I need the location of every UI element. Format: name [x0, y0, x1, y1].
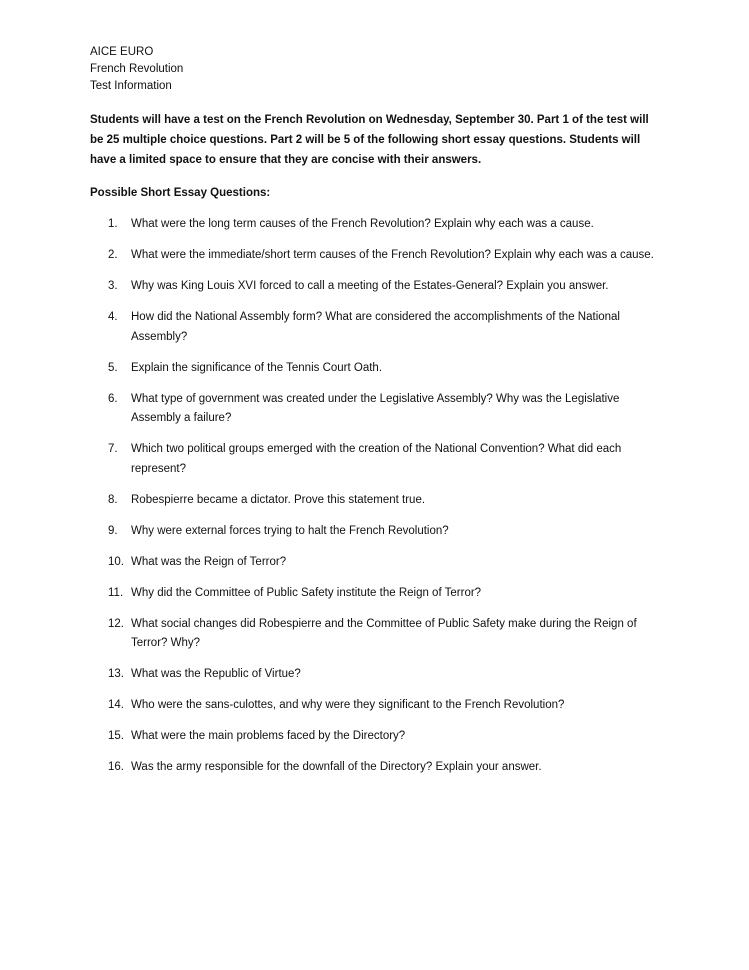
document-header: [90, 44, 655, 95]
section-heading: Possible Short Essay Questions:: [90, 187, 271, 199]
question-text: What were the immediate/short term causes of the French Revolution? Explain why each was a cause.: [131, 249, 654, 261]
question-text: What were the main problems faced by the Directory?: [131, 730, 406, 742]
question-list: [90, 215, 655, 778]
question-number: 4.: [108, 311, 118, 323]
question-item: [90, 696, 655, 716]
question-item: [90, 615, 655, 654]
question-item: [90, 390, 655, 429]
question-number: 10.: [108, 555, 124, 568]
question-number: 7.: [108, 443, 118, 455]
question-text: Was the army responsible for the downfall of the Directory? Explain your answer.: [131, 761, 542, 773]
question-item: [90, 277, 655, 297]
question-item: [90, 440, 655, 479]
question-number: 3.: [108, 280, 118, 292]
question-text: Why were external forces trying to halt the French Revolution?: [131, 524, 449, 537]
question-text: What was the Republic of Virtue?: [131, 668, 301, 680]
question-text: How did the National Assembly form? What are considered the accomplishments of the National Assembly?: [131, 311, 620, 343]
question-number: 16.: [108, 761, 124, 773]
intro-paragraph: Students will have a test on the French Revolution on Wednesday, September 30. Part 1 of the test will be 25 multiple choice questions. Part 2 will be 5 of the following short essay questions. Students will have a limited space to ensure that they are concise with their answers.: [90, 114, 649, 166]
question-item: [90, 215, 655, 235]
question-text: What were the long term causes of the French Revolution? Explain why each was a cause.: [131, 218, 594, 230]
question-number: 1.: [108, 218, 118, 230]
question-number: 6.: [108, 392, 118, 405]
question-number: 2.: [108, 249, 118, 261]
question-text: Robespierre became a dictator. Prove this statement true.: [131, 493, 426, 506]
question-text: What type of government was created under the Legislative Assembly? Why was the Legislative Assembly a failure?: [131, 392, 620, 424]
header-course: AICE EURO: [90, 46, 154, 58]
question-item: [90, 246, 655, 266]
question-number: 14.: [108, 699, 124, 711]
question-number: 15.: [108, 730, 124, 742]
question-item: [90, 308, 655, 347]
question-number: 5.: [108, 361, 118, 374]
question-text: Explain the significance of the Tennis Court Oath.: [131, 361, 383, 374]
question-number: 9.: [108, 524, 118, 537]
question-text: Why was King Louis XVI forced to call a meeting of the Estates-General? Explain you answer.: [131, 280, 609, 292]
header-topic: French Revolution: [90, 63, 184, 75]
question-item: [90, 491, 655, 511]
question-number: 13.: [108, 668, 124, 680]
question-number: 12.: [108, 617, 124, 630]
question-item: [90, 359, 655, 379]
question-item: [90, 522, 655, 542]
header-subtitle: Test Information: [90, 80, 172, 92]
question-number: 11.: [108, 586, 124, 599]
question-item: [90, 665, 655, 685]
question-item: [90, 727, 655, 747]
question-number: 8.: [108, 493, 118, 506]
question-item: [90, 758, 655, 778]
question-item: [90, 553, 655, 573]
question-text: Who were the sans-culottes, and why were they significant to the French Revolution?: [131, 699, 565, 711]
question-text: What was the Reign of Terror?: [131, 555, 287, 568]
question-item: [90, 584, 655, 604]
question-text: What social changes did Robespierre and the Committee of Public Safety make during the Reign of Terror? Why?: [131, 617, 637, 649]
question-text: Which two political groups emerged with the creation of the National Convention? What did each represent?: [131, 443, 622, 475]
question-text: Why did the Committee of Public Safety institute the Reign of Terror?: [131, 586, 482, 599]
